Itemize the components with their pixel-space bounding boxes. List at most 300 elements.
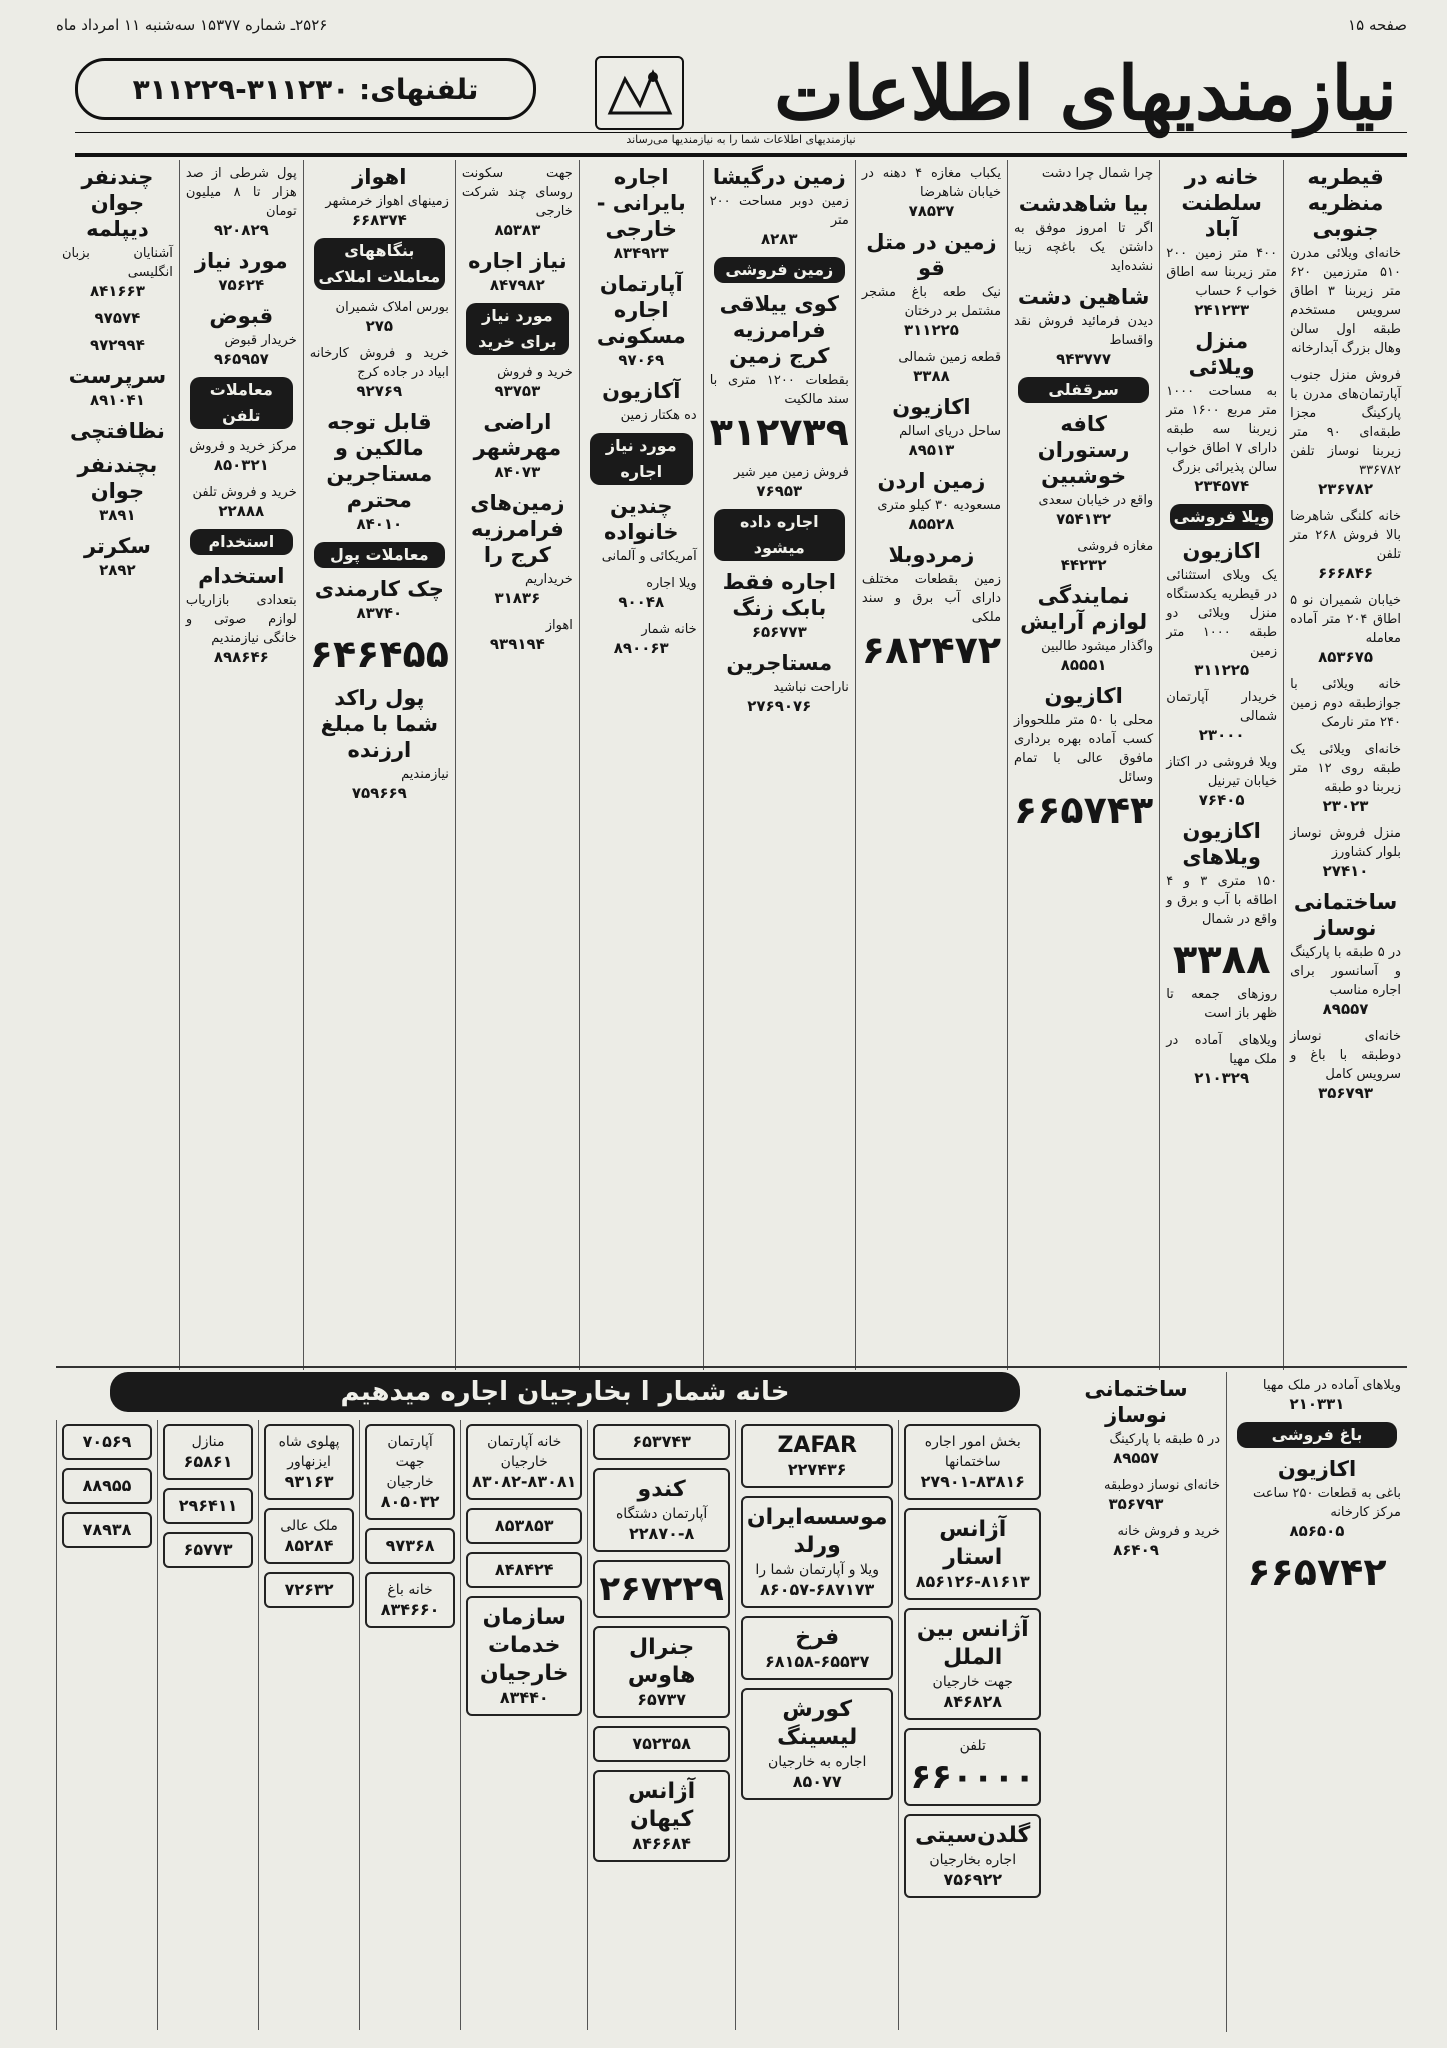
issue-info: ۲۵۲۶ـ شماره ۱۵۳۷۷ سه‌شنبه ۱۱ امرداد ماه [56, 16, 328, 34]
ad-body: مغازه فروشی [1077, 539, 1154, 554]
agency-ad [466, 1596, 582, 1716]
agency-ad [163, 1488, 253, 1524]
agency-ad [593, 1626, 730, 1718]
section-heading: مورد نیاز اجاره [590, 433, 693, 485]
ad-title: نظافتچی [69, 419, 165, 443]
agency-ad [904, 1424, 1041, 1500]
ad-phone: ۷۵۹۶۶۹ [351, 784, 407, 802]
ad-title: بیا شاهدشت [1018, 192, 1149, 216]
classified-ad [62, 164, 173, 301]
classified-ad [186, 483, 297, 521]
classified-ad [1290, 740, 1401, 816]
ad-body: ویلاهای آماده در ملک مهیا [1262, 1378, 1401, 1393]
ad-body: ویلا اجاره [646, 576, 697, 591]
classified-column [1159, 160, 1283, 1370]
agency-column [359, 1420, 460, 2030]
masthead-subtitle: نیازمندیهای اطلاعات شما را به نیازمندیها می‌رساند [75, 132, 1407, 149]
agency-phone: ۷۵۶۹۲۲ [943, 1870, 1003, 1889]
agency-phone: ۶۵۸۶۱ [183, 1452, 233, 1471]
agency-phone: ۶۵۷۳۷ [637, 1690, 687, 1709]
classified-ad [586, 620, 697, 658]
ad-body: خرید و فروش تلفن [192, 485, 297, 500]
ad-phone: ۳۱۸۳۶ [494, 589, 541, 607]
ad-phone: ۲۳۰۲۳ [1322, 797, 1369, 815]
ad-phone: ۸۹۸۶۴۶ [213, 648, 269, 666]
ad-title: اکازیون [1044, 684, 1123, 708]
ad-phone: ۹۷۵۷۴ [94, 309, 141, 327]
ad-body: منزل فروش نوساز بلوار کشاورز [1290, 826, 1401, 860]
classified-ad [186, 303, 297, 369]
classified-ad [862, 468, 1001, 534]
ad-title: قیطریه منظریه جنوبی [1307, 165, 1384, 241]
ad-body: بورس املاک شمیران [335, 300, 449, 315]
ad-title: خانه در سلطنت آباد [1181, 165, 1262, 241]
agency-phone: ۸۳۰۸۲-۸۳۰۸۱ [472, 1472, 577, 1491]
ad-phone: ۸۹۵۵۷ [1322, 1000, 1369, 1018]
ad-phone: ۲۲۸۸۸ [218, 502, 265, 520]
agency-name: جنرال هاوس [627, 1635, 696, 1688]
ad-title: چندین خانواده [604, 494, 679, 544]
classified-ad [862, 348, 1001, 386]
section-divider [56, 1366, 1407, 1368]
ad-title: زمین درگیشا [712, 165, 846, 189]
agency-column [157, 1420, 258, 2030]
classified-ad [1290, 824, 1401, 881]
ad-title: پول راکد شما با مبلغ ارزنده [320, 686, 439, 762]
ad-phone: ۶۶۵۷۴۲ [1247, 1550, 1387, 1594]
classified-ad [186, 248, 297, 295]
section-heading: معاملات پول [314, 542, 445, 568]
agency-phone: ۹۳۱۶۳ [284, 1472, 334, 1491]
section-heading: بنگاههای معاملات املاکی [314, 238, 445, 290]
agency-name: ZAFAR [777, 1433, 857, 1458]
ad-title: ساختمانی نوساز [1084, 1377, 1188, 1427]
masthead-title: نیازمندیهای اطلاعات [774, 51, 1397, 137]
ad-body: خرید و فروش [497, 365, 573, 380]
classified-ad [1014, 583, 1153, 675]
classified-ad [1290, 1027, 1401, 1103]
classified-ad [1290, 675, 1401, 732]
classified-ad [1233, 1456, 1401, 1541]
agency-text: ویلا و آپارتمان شما را [755, 1562, 880, 1578]
agency-ad [264, 1508, 354, 1564]
agency-phone: ۷۸۹۳۸ [82, 1520, 132, 1539]
ad-body: واگذار میشود طالبین [1041, 639, 1154, 654]
ad-body: یک ویلای استثنائی در قیطریه یکدستگاه منزل ویلائی دو طبقه ۱۰۰۰ متر زمین [1166, 568, 1278, 659]
ad-phone: ۹۷۰۶۹ [618, 351, 665, 369]
classified-ad [586, 378, 697, 425]
agency-name: فرخ [795, 1625, 840, 1650]
ad-phone: ۸۴۱۶۶۳ [89, 282, 145, 300]
agency-phone: ۸۵۰۷۷ [792, 1772, 842, 1791]
agency-phone: ۶۸۱۵۸-۶۵۵۳۷ [765, 1652, 870, 1671]
ad-phone: ۸۹۵۵۷ [1113, 1449, 1159, 1467]
agency-ad [904, 1508, 1041, 1600]
ad-title: چندنفر جوان دیپلمه [81, 165, 154, 241]
agency-phone: ۷۵۲۳۵۸ [632, 1734, 691, 1753]
ad-body: ۱۵۰ متری ۳ و ۴ اطاقه با آب و برق و واقع در شمال [1166, 874, 1278, 927]
agency-phone: ۲۶۷۲۲۹ [599, 1569, 724, 1609]
ad-body: پول شرطی از صد هزار تا ۸ میلیون تومان [185, 166, 297, 219]
agency-text: بخش امور اجاره ساختمانها [924, 1434, 1021, 1470]
right-lower-columns [1046, 1372, 1407, 2032]
page-header [56, 14, 1407, 36]
classified-ad [1166, 164, 1277, 320]
agency-ad [593, 1424, 730, 1460]
ad-phone: ۶۶۸۳۷۴ [351, 211, 407, 229]
ad-phone: ۲۷۶۹۰۷۶ [747, 697, 812, 715]
agency-ad [741, 1616, 894, 1680]
ad-title: چک کارمندی [314, 577, 444, 601]
ad-body: خرید و فروش کارخانه ابیاد در جاده کرج [309, 346, 449, 380]
agency-phone: ۷۲۶۳۲ [284, 1580, 334, 1599]
agency-phone: ۶۵۷۷۳ [183, 1540, 233, 1559]
classified-ad [462, 363, 573, 401]
ad-body: خانه‌ای ویلائی مدرن ۵۱۰ مترزمین ۶۲۰ متر زیربنا ۳ اطاق سرویس مستخدم طبقه اول سالن وهال بزرگ آبدارخانه [1290, 246, 1401, 356]
agency-name: موسسه‌ایران ورلد [746, 1505, 888, 1558]
classified-ad [62, 363, 173, 410]
ad-phone: ۸۵۳۸۳ [494, 221, 541, 239]
agency-ad [593, 1726, 730, 1762]
ad-title: منزل ویلائی [1188, 329, 1255, 379]
classified-ad [710, 650, 849, 716]
classified-ad [1166, 818, 1277, 929]
ad-phone: ۹۶۵۹۵۷ [213, 350, 269, 368]
ad-title: نیاز اجاره [468, 249, 567, 273]
agency-ad [163, 1532, 253, 1568]
ad-title: قبوض [209, 304, 274, 328]
ad-title: کافه رستوران خوشبین [1037, 412, 1130, 488]
classified-ad [1166, 688, 1277, 745]
agency-ad [466, 1508, 582, 1544]
ad-title: زمین اردن [877, 469, 986, 493]
classified-ad [1014, 683, 1153, 833]
agency-phone: ۲۲۸۷۰-۸ [629, 1524, 695, 1543]
masthead-phones: تلفنهای: ۳۱۱۲۳۰-۳۱۱۲۲۹ [75, 58, 536, 120]
ad-body: دیدن فرمائید فروش نقد واقساط [1014, 314, 1154, 348]
ad-phone: ۷۵۶۲۴ [218, 276, 265, 294]
classified-ad [62, 418, 173, 444]
section-heading: مورد نیاز برای خرید [466, 303, 569, 355]
agency-phone: ۸۰۵۰۳۲ [380, 1492, 440, 1511]
agency-column [587, 1420, 735, 2030]
ad-title: بچندنفر جوان [77, 453, 158, 503]
agency-text: خانه آپارتمان خارجیان [487, 1434, 562, 1470]
ad-body: محلی با ۵۰ متر مللحوواز کسب آماده بهره برداری مافوق عالی با تمام وسائل [1014, 713, 1154, 785]
agency-phone: ۸۳۴۴۰ [499, 1688, 549, 1707]
foreigners-rental-banner: خانه شمار ا بخارجیان اجاره میدهیم [110, 1372, 1020, 1412]
ad-phone: ۳۳۸۸ [913, 367, 950, 385]
ad-body: به مساحت ۱۰۰۰ متر مربع ۱۶۰۰ متر زیربنا سه طبقه دارای ۷ اطاق خواب سالن پذیرائی بزرگ [1166, 384, 1278, 475]
agency-text: منازل [191, 1434, 225, 1450]
ad-title: زمین در متل قو [866, 230, 997, 280]
ad-phone: ۹۰۰۴۸ [618, 593, 665, 611]
ad-body: فروش زمین میر شیر [733, 465, 849, 480]
ad-title: اجاره بایرانی - خارجی [596, 165, 686, 241]
classified-ad [586, 493, 697, 566]
ad-body: ساحل دریای اسالم [899, 424, 1002, 439]
ad-body: اگر تا امروز موفق به داشتن یک باغچه زیبا نشده‌اید [1014, 221, 1154, 274]
ad-phone: ۸۵۵۲۸ [908, 515, 955, 533]
ad-title: سکرتر [83, 534, 151, 558]
ad-phone: ۴۴۲۳۲ [1060, 556, 1107, 574]
ad-phone: ۸۵۳۶۷۵ [1318, 648, 1374, 666]
classified-ad [710, 164, 849, 249]
ad-phone: ۳۱۱۲۲۵ [1194, 661, 1250, 679]
ad-body: ویلا فروشی در اکتاز خیابان تیرنیل [1166, 755, 1278, 789]
classified-ad [186, 437, 297, 475]
ad-body: خریدار آپارتمان شمالی [1166, 690, 1278, 724]
agency-text: آپارتمان دشتگاه [615, 1506, 708, 1522]
classified-ad [462, 248, 573, 295]
ad-phone: ۶۶۵۷۴۳ [1014, 788, 1154, 832]
ad-body: فروش منزل جنوب آپارتمان‌های مدرن با پارکینگ مجزا طبقه‌ای ۹۰ متر زیربنا نوساز تلفن ۳۳۶۷۸۲ [1290, 368, 1401, 478]
ad-phone: ۲۸۹۲ [99, 561, 136, 579]
ad-phone: ۸۹۰۰۶۳ [613, 639, 669, 657]
agency-text: جهت خارجیان [932, 1674, 1013, 1690]
agency-name: کورش لیسینگ [777, 1697, 858, 1750]
agency-ad [365, 1528, 455, 1564]
agency-name: آژانس بین الملل [916, 1617, 1029, 1670]
ad-body: آمریکائی و آلمانی [601, 549, 697, 564]
classified-ad [62, 533, 173, 580]
classified-columns [56, 160, 1407, 1370]
agency-name: گلدن‌سیتی [915, 1823, 1031, 1848]
classified-column [56, 160, 179, 1370]
ad-phone: ۸۶۴۰۹ [1113, 1541, 1159, 1559]
agency-ad [741, 1496, 894, 1608]
ad-phone: ۸۲۸۳ [760, 230, 798, 248]
ad-phone: ۳۱۲۷۳۹ [709, 410, 849, 454]
ad-body: خانه ویلائی با جوازطبقه دوم زمین ۲۴۰ متر نارمک [1290, 677, 1401, 730]
ad-body: زمینهای اهواز خرمشهر [325, 194, 449, 209]
classified-column [855, 160, 1007, 1370]
ad-phone: ۸۴۰۷۳ [494, 463, 541, 481]
ad-body: نیازمندیم [401, 767, 449, 782]
ad-body: قطعه زمین شمالی [898, 350, 1002, 365]
agency-column [460, 1420, 587, 2030]
ad-title: زمردوبلا [888, 543, 975, 567]
ad-phone: ۲۴۱۲۳۳ [1194, 301, 1250, 319]
classified-ad [1290, 591, 1401, 667]
ad-body: واقع در خیابان سعدی [1038, 493, 1154, 508]
agency-ad [593, 1560, 730, 1618]
classified-ad [1290, 889, 1401, 1019]
classified-ad [1166, 1031, 1277, 1088]
agency-ad [593, 1770, 730, 1862]
agency-ad [264, 1424, 354, 1500]
ad-phone: ۹۷۲۹۹۴ [89, 336, 145, 354]
classified-ad [710, 463, 849, 501]
masthead [75, 48, 1407, 157]
classified-column [303, 160, 455, 1370]
agency-column [56, 1420, 157, 2030]
classified-ad [862, 164, 1001, 221]
agency-phone: ۸۶۰۵۷-۶۸۷۱۷۳ [760, 1580, 875, 1599]
section-heading: باغ فروشی [1237, 1422, 1397, 1448]
classified-ad [1290, 164, 1401, 358]
agency-phone: ۲۷۹۰۱-۸۳۸۱۶ [920, 1472, 1025, 1491]
ad-phone: ۳۱۱۲۲۵ [903, 321, 959, 339]
ad-phone: ۷۶۴۰۵ [1198, 791, 1245, 809]
ad-phone: ۶۴۶۴۵۵ [309, 632, 449, 676]
ad-phone: ۶۶۶۸۴۶ [1318, 564, 1374, 582]
ad-body: زمین دوبر مساحت ۲۰۰ متر [709, 194, 849, 228]
classified-ad [310, 576, 449, 623]
agency-name: سازمان خدمات خارجیان [479, 1605, 569, 1686]
agency-phone: ۶۶۰۰۰۰ [910, 1757, 1035, 1797]
ad-phone: ۸۵۰۳۲۱ [213, 456, 269, 474]
ad-title: اهواز [352, 165, 407, 189]
agency-phone: ۲۲۷۴۳۶ [787, 1460, 847, 1479]
ad-phone: ۸۴۰۱۰ [356, 515, 403, 533]
ad-body: باغی به قطعات ۲۵۰ ساعت مرکز کارخانه [1252, 1486, 1401, 1520]
ad-phone: ۸۵۶۵۰۵ [1289, 1522, 1345, 1540]
agency-ad [466, 1424, 582, 1500]
classified-ad [310, 631, 449, 677]
ad-title: استخدام [198, 564, 285, 588]
classified-column [179, 160, 303, 1370]
ad-phone: ۲۷۴۱۰ [1322, 862, 1369, 880]
agency-ad [264, 1572, 354, 1608]
ad-phone: ۸۳۴۹۲۳ [613, 244, 669, 262]
ad-title: شاهین دشت [1017, 285, 1150, 309]
ad-title: سرپرست [68, 364, 167, 388]
ad-title: اکازیون [892, 395, 971, 419]
ad-body: زمین بقطعات مختلف دارای آب برق و سند ملکی [861, 572, 1002, 625]
classified-ad [1166, 328, 1277, 496]
ad-body: جهت سکونت روسای چند شرکت خارجی [461, 166, 573, 219]
classified-ad [310, 344, 449, 401]
ad-body: روزهای جمعه تا ظهر باز است [1166, 987, 1278, 1021]
ad-title: ۳۳۸۸ [1172, 937, 1271, 983]
classified-ad [586, 271, 697, 370]
ad-phone: ۹۴۳۷۷۷ [1056, 350, 1112, 368]
ad-phone: ۶۸۲۴۷۲ [861, 628, 1002, 672]
ad-phone: ۷۸۵۳۷ [908, 202, 955, 220]
rental-agencies-section [56, 1420, 1046, 2030]
page-number: صفحه ۱۵ [1348, 16, 1407, 34]
agency-column [735, 1420, 899, 2030]
ad-title: اراضی مهرشهر [473, 410, 562, 460]
agency-phone: ۸۵۳۸۵۳ [494, 1516, 554, 1535]
ad-phone: ۳۵۶۷۹۳ [1108, 1495, 1164, 1513]
classified-ad [862, 394, 1001, 460]
agency-phone: ۲۹۶۴۱۱ [178, 1496, 238, 1515]
ad-body: در ۵ طبقه با پارکینگ [1109, 1432, 1220, 1447]
ad-body: خانه کلنگی شاهرضا بالا فروش ۲۶۸ متر تلفن [1290, 509, 1401, 562]
section-heading: معاملات تلفن [190, 377, 293, 429]
ad-body: مسعودیه ۳۰ کیلو متری [877, 498, 1002, 513]
ad-body: ناراحت نباشید [773, 680, 849, 695]
classified-ad [1014, 411, 1153, 529]
agency-ad [741, 1688, 894, 1800]
section-heading: ویلا فروشی [1170, 504, 1273, 530]
ad-body: یکباب مغازه ۴ دهنه در خیابان شاهرضا [861, 166, 1002, 200]
ad-body: خانه‌ای ویلائی یک طبقه روی ۱۲ متر زیربنا دو طبقه [1290, 742, 1401, 795]
ad-body: خرید و فروش خانه [1117, 1524, 1220, 1539]
ad-body: خانه‌ای نوساز دوطبقه [1104, 1478, 1220, 1493]
agency-text: خانه باغ [387, 1582, 433, 1598]
agency-ad [904, 1728, 1041, 1806]
ad-phone: ۹۲۰۸۲۹ [213, 221, 269, 239]
classified-ad [62, 452, 173, 525]
agency-phone: ۸۸۹۵۵ [82, 1476, 132, 1495]
agency-ad [163, 1424, 253, 1480]
classified-ad [462, 409, 573, 482]
agency-phone: ۸۵۲۸۴ [284, 1536, 334, 1555]
classified-ad [1166, 538, 1277, 680]
agency-text: ملک عالی [280, 1518, 338, 1534]
agency-ad [365, 1424, 455, 1520]
classified-ad [862, 229, 1001, 340]
ad-body: خریدار قبوض [224, 333, 297, 348]
classified-ad [1166, 753, 1277, 810]
agency-text: پهلوی شاه ایزنهاور [278, 1434, 340, 1470]
classified-ad [462, 616, 573, 654]
classified-ad [1052, 1476, 1220, 1514]
classified-ad [1233, 1549, 1401, 1595]
classified-column [579, 160, 703, 1370]
classified-ad [1233, 1376, 1401, 1414]
ad-phone: ۷۵۴۱۳۲ [1056, 510, 1112, 528]
classified-column [703, 160, 855, 1370]
classified-ad [310, 164, 449, 230]
ad-phone: ۹۲۷۶۹ [356, 382, 403, 400]
ad-body: بقطعات ۱۲۰۰ متری با سند مالکیت [709, 373, 849, 407]
ad-body: بتعدادی بازاریاب لوازم صوتی و خانگی نیازمندیم [185, 593, 297, 646]
classified-ad [186, 164, 297, 240]
agency-text: اجاره به خارجیان [768, 1754, 867, 1770]
ad-phone: ۲۳۴۵۷۴ [1194, 477, 1250, 495]
agency-name: آژانس کیهان [628, 1779, 696, 1832]
ad-title: مستاجرین [726, 651, 833, 675]
section-heading: سرقفلی [1018, 377, 1149, 403]
agency-ad [62, 1424, 152, 1460]
classified-ad [1014, 284, 1153, 369]
ad-title: اکازیون ویلاهای [1182, 819, 1261, 869]
classified-ad [1014, 164, 1153, 183]
ad-title: کوی ییلاقی فرامرزیه کرج زمین [719, 292, 839, 368]
classified-ad [1014, 191, 1153, 276]
agency-name: آژانس استار [939, 1517, 1007, 1570]
ad-title: اکازیون [1277, 1457, 1357, 1481]
ad-body: خیابان شمیران نو ۵ اطاق ۲۰۴ متر آماده معامله [1290, 593, 1402, 646]
classified-ad [462, 164, 573, 240]
ad-phone: ۹۳۹۱۹۴ [489, 635, 545, 653]
classified-ad [1290, 366, 1401, 499]
classified-ad [586, 574, 697, 612]
agency-ad [365, 1572, 455, 1628]
classified-ad [710, 291, 849, 455]
agency-text: آپارتمان جهت خارجیان [386, 1434, 434, 1490]
ad-phone: ۲۷۵ [365, 317, 394, 335]
agency-ad [593, 1468, 730, 1552]
ad-phone: ۹۳۷۵۳ [494, 382, 541, 400]
agency-phone: ۷۰۵۶۹ [82, 1432, 132, 1451]
agency-ad [62, 1468, 152, 1504]
agency-ad [741, 1424, 894, 1488]
ad-title: آپارتمان اجاره مسکونی [596, 272, 686, 348]
classified-ad [1166, 937, 1277, 1023]
section-heading: استخدام [190, 529, 293, 555]
ad-title: نمایندگی لوازم آرایش [1020, 584, 1148, 634]
ad-body: اهواز [545, 618, 573, 633]
classified-ad [462, 490, 573, 608]
classified-ad [1014, 537, 1153, 575]
agency-ad [62, 1512, 152, 1548]
ad-phone: ۳۸۹۱ [99, 506, 136, 524]
